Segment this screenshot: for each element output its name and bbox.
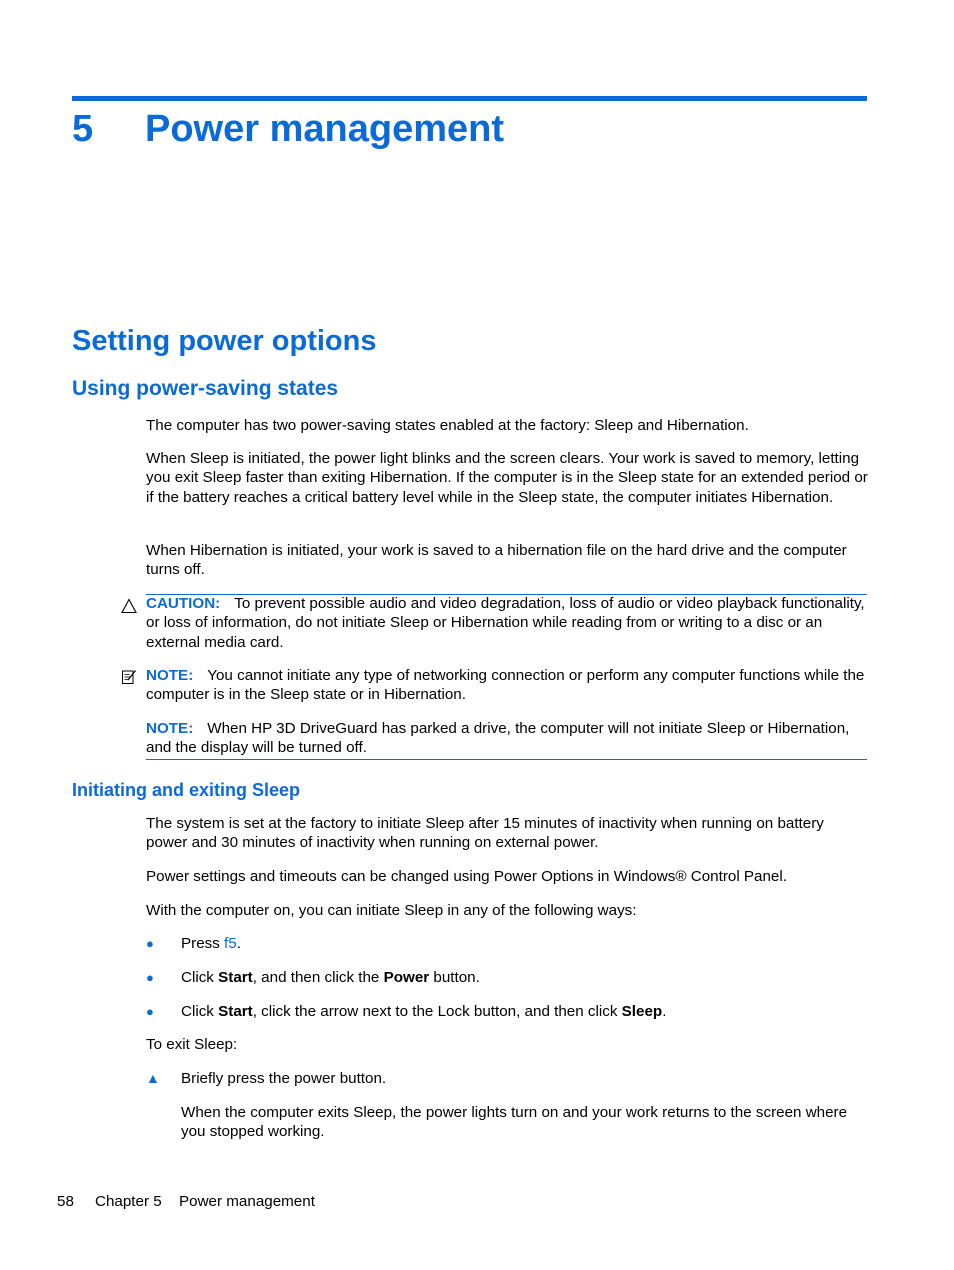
note-label: NOTE:: [146, 667, 194, 684]
bullet-text: , click the arrow next to the Lock button, and then click: [252, 1003, 622, 1020]
note-text: When HP 3D DriveGuard has parked a drive, the computer will not initiate Sleep or Hibernation, and the display will be turned off.: [146, 720, 850, 757]
bullet-text: .: [236, 935, 241, 952]
subsubsection-title: Initiating and exiting Sleep: [72, 780, 301, 800]
bullet-item: [181, 968, 871, 987]
start-term: Start: [218, 1003, 253, 1020]
sleep-paragraph: Power settings and timeouts can be changed using Power Options in Windows® Control Panel.: [146, 868, 787, 885]
caution-block: [146, 594, 868, 652]
bullet-item: [181, 934, 871, 953]
bullet-text: Click: [181, 969, 219, 986]
note-bottom-rule: [146, 759, 867, 760]
bullet-text: Click: [181, 1003, 219, 1020]
intro-paragraph: The computer has two power-saving states enabled at the factory: Sleep and Hibernation.: [146, 417, 749, 434]
footer-title: Power management: [179, 1193, 315, 1210]
bullet-text: button.: [429, 969, 480, 986]
bullet-dot-icon: ●: [146, 936, 154, 951]
step-result: When the computer exits Sleep, the power lights turn on and your work returns to the screen where you stopped working.: [181, 1104, 848, 1141]
bullet-text: Press: [181, 935, 225, 952]
sleep-term: Sleep: [621, 1003, 663, 1020]
intro-paragraph: When Sleep is initiated, the power light blinks and the screen clears. Your work is saved to memory, letting you exit Sleep faster than exiting Hibernation. If the computer is in the Sleep state for an extended period or if the battery reaches a critical battery level while in the Sleep state, the computer initiates Hibernation.: [146, 450, 868, 506]
step-text: Briefly press the power button.: [181, 1070, 387, 1087]
step-triangle-icon: ▲: [146, 1070, 160, 1086]
note-block: [146, 666, 868, 705]
start-term: Start: [218, 969, 253, 986]
chapter-number: 5: [72, 108, 94, 150]
note-text: You cannot initiate any type of networking connection or perform any computer functions while the computer is in the Sleep state or in Hibernation.: [146, 667, 865, 704]
caution-text: To prevent possible audio and video degradation, loss of audio or video playback functionality, or loss of information, do not initiate Sleep or Hibernation while reading from or writing to a disc or an external media card.: [146, 595, 865, 651]
bullet-dot-icon: ●: [146, 970, 154, 985]
caution-triangle-icon: [121, 598, 137, 614]
sleep-paragraph: The system is set at the factory to initiate Sleep after 15 minutes of inactivity when running on battery power and 30 minutes of inactivity when running on external power.: [146, 815, 824, 852]
sleep-paragraph: With the computer on, you can initiate Sleep in any of the following ways:: [146, 902, 637, 919]
bullet-item: [181, 1002, 871, 1021]
f5-key: f5: [224, 935, 237, 952]
footer-page-number: 58: [57, 1193, 74, 1210]
bullet-text: .: [662, 1003, 667, 1020]
power-term: Power: [383, 969, 430, 986]
section-title: Setting power options: [72, 325, 377, 357]
footer-chapter: Chapter 5: [95, 1193, 162, 1210]
intro-paragraph: When Hibernation is initiated, your work is saved to a hibernation file on the hard drive and the computer turns off.: [146, 542, 847, 579]
bullet-dot-icon: ●: [146, 1004, 154, 1019]
bullet-text: , and then click the: [252, 969, 384, 986]
chapter-title: Power management: [145, 108, 504, 150]
note-label: NOTE:: [146, 720, 194, 737]
exit-label: To exit Sleep:: [146, 1036, 238, 1053]
note-block: [146, 719, 868, 758]
chapter-rule: [72, 96, 867, 101]
subsection-title: Using power-saving states: [72, 377, 339, 400]
note-pad-icon: [121, 669, 137, 685]
caution-label: CAUTION:: [146, 595, 221, 612]
